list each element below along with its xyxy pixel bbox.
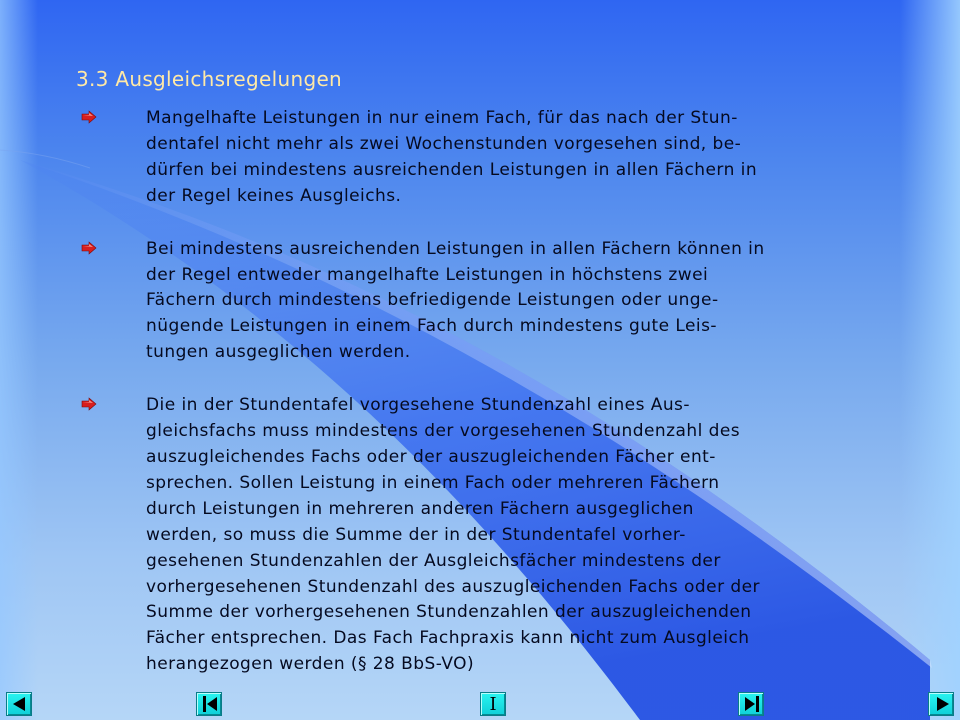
red-arrow-icon <box>81 397 97 411</box>
skip-to-end-icon <box>739 693 765 717</box>
red-arrow-icon <box>81 110 97 124</box>
bullet-item <box>80 106 880 210</box>
red-arrow-icon <box>81 241 97 255</box>
bullet-item <box>80 237 880 367</box>
bullet-text: Bei mindestens ausreichenden Leistungen in allen Fächern können in der Regel entweder mangelhafte Leistungen in höchstens zwei Fächern durch mindestens befriedigende Leistungen oder unge- nügende Leistungen in einem Fach durch mindestens gute Leis- tungen ausgeglichen werden. <box>146 238 765 363</box>
bullet-item <box>80 393 880 678</box>
triangle-left-icon <box>7 693 33 717</box>
bullet-text: Die in der Stundentafel vorgesehene Stundenzahl eines Aus- gleichsfachs muss mindestens der vorgesehenen Stundenzahl des auszugleichendes Fachs oder der auszugleichenden Fächer ent- sprechen. Sollen Leistung in einem Fach oder mehreren Fächern durch Leistungen in mehreren anderen Fächern ausgeglichen werden, so muss die Summe der in der Stundentafel vorher- gesehenen Stundenzahlen der Ausgleichsfächer mindestens der vorhergesehenen Stundenzahl des auszugleichenden Fachs oder der Summe der vorhergesehenen Stundenzahlen der auszugleichenden Fächer entsprechen. Das Fach Fachpraxis kann nicht zum Ausgleich herangezogen werden (§ 28 BbS-VO) <box>146 395 760 675</box>
last-slide-button[interactable] <box>738 692 764 716</box>
slide-title: 3.3 Ausgleichsregelungen <box>76 67 343 91</box>
bullet-list <box>80 106 880 705</box>
skip-to-start-icon <box>197 693 223 717</box>
next-slide-button[interactable] <box>928 692 954 716</box>
bullet-text: Mangelhafte Leistungen in nur einem Fach, für das nach der Stun- dentafel nicht mehr als zwei Wochenstunden vorgesehen sind, be- dürfen bei mindestens ausreichenden Leistungen in allen Fächern in der Regel keines Ausgleichs. <box>146 108 758 206</box>
prev-slide-button[interactable] <box>6 692 32 716</box>
first-slide-button[interactable] <box>196 692 222 716</box>
info-button-label: I <box>489 694 497 715</box>
info-button[interactable] <box>480 692 506 716</box>
triangle-right-icon <box>929 693 955 717</box>
